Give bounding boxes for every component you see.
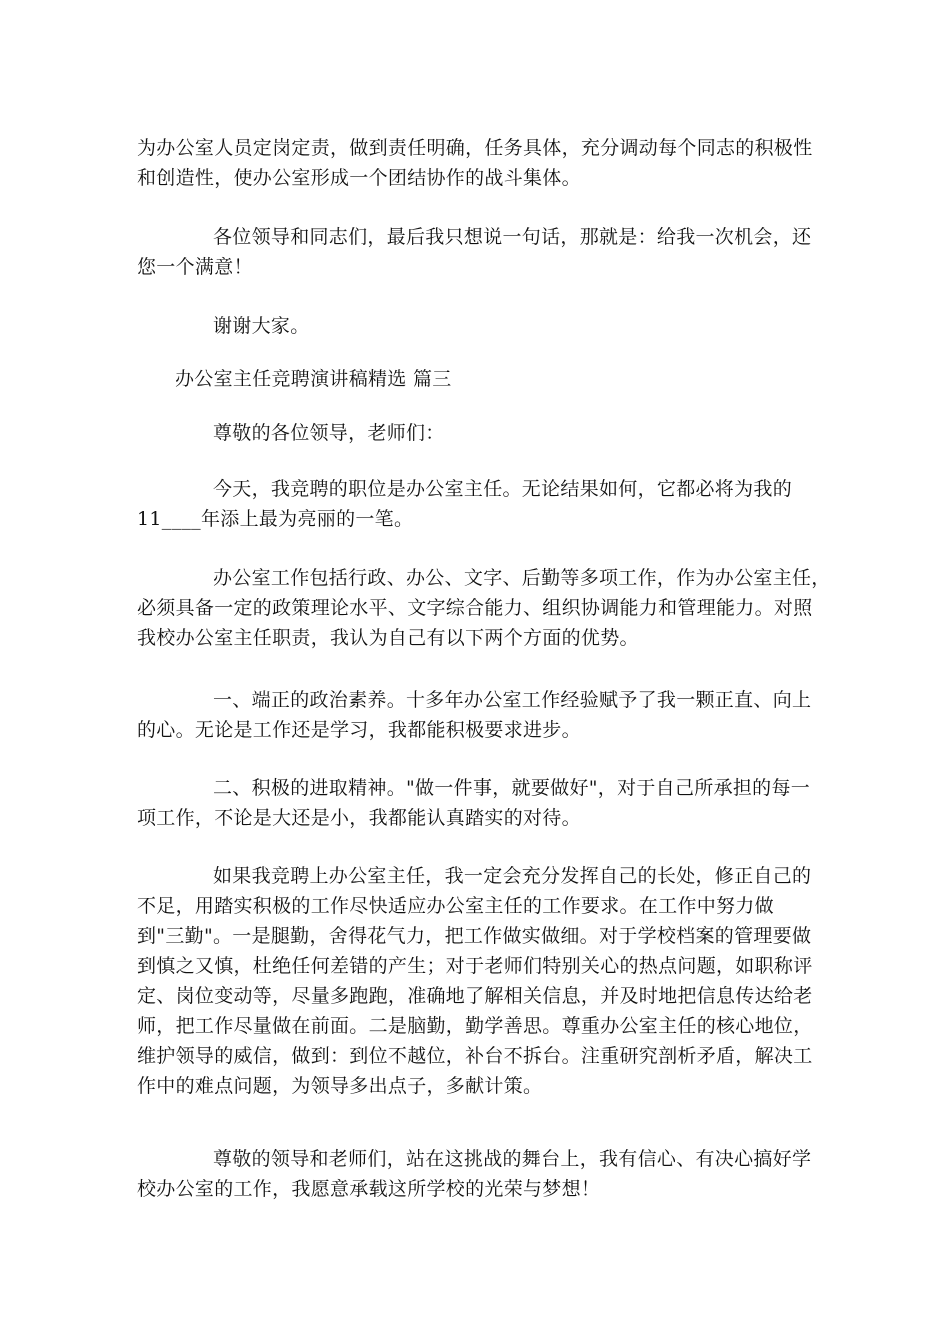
text-line: 必须具备一定的政策理论水平、文字综合能力、组织协调能力和管理能力。对照: [137, 597, 813, 619]
paragraph-conclusion: [137, 1144, 817, 1204]
paragraph-continuation: [137, 133, 817, 193]
text-line: 维护领导的威信，做到：到位不越位，补台不拆台。注重研究剖析矛盾，解决工: [137, 1045, 813, 1067]
text-line: 如果我竞聘上办公室主任，我一定会充分发挥自己的长处，修正自己的: [213, 865, 812, 887]
text-line: 谢谢大家。: [213, 315, 310, 337]
paragraph-introduction: [137, 474, 817, 534]
text-line: 11____年添上最为亮丽的一笔。: [137, 508, 414, 530]
paragraph-salutation: [137, 418, 817, 448]
section-heading: 办公室主任竞聘演讲稿精选 篇三: [175, 368, 452, 390]
text-line: 二、积极的进取精神。"做一件事，就要做好"，对于自己所承担的每一: [213, 777, 811, 799]
text-line: 作中的难点问题，为领导多出点子，多献计策。: [137, 1075, 543, 1097]
text-line: 到慎之又慎，杜绝任何差错的产生；对于老师们特别关心的热点问题，如职称评: [137, 955, 813, 977]
paragraph-strength-one: [137, 685, 817, 745]
paragraph-job-scope: [137, 563, 831, 653]
paragraph-strength-two: [137, 773, 817, 833]
text-line: 定、岗位变动等，尽量多跑跑，准确地了解相关信息，并及时地把信息传达给老: [137, 985, 813, 1007]
text-line: 尊敬的各位领导，老师们：: [213, 422, 445, 444]
text-line: 办公室工作包括行政、办公、文字、后勤等多项工作，作为办公室主任，: [213, 567, 831, 589]
text-line: 项工作，不论是大还是小，我都能认真踏实的对待。: [137, 807, 581, 829]
paragraph-plan: [137, 861, 817, 1101]
text-line: 为办公室人员定岗定责，做到责任明确，任务具体，充分调动每个同志的积极性: [137, 137, 813, 159]
paragraph-closing-remark: [137, 222, 817, 282]
text-line: 校办公室的工作，我愿意承载这所学校的光荣与梦想！: [137, 1178, 601, 1200]
text-line: 的心。无论是工作还是学习，我都能积极要求进步。: [137, 719, 581, 741]
text-line: 一、端正的政治素养。十多年办公室工作经验赋予了我一颗正直、向上: [213, 689, 812, 711]
text-line: 您一个满意！: [137, 256, 253, 278]
text-line: 师，把工作尽量做在前面。二是脑勤，勤学善思。尊重办公室主任的核心地位，: [137, 1015, 813, 1037]
paragraph-thanks: [137, 311, 817, 341]
text-line: 和创造性，使办公室形成一个团结协作的战斗集体。: [137, 167, 581, 189]
text-line: 各位领导和同志们，最后我只想说一句话，那就是：给我一次机会，还: [213, 226, 812, 248]
text-line: 今天，我竞聘的职位是办公室主任。无论结果如何，它都必将为我的: [213, 478, 793, 500]
text-line: 我校办公室主任职责，我认为自己有以下两个方面的优势。: [137, 627, 639, 649]
text-line: 不足，用踏实积极的工作尽快适应办公室主任的工作要求。在工作中努力做: [137, 895, 774, 917]
text-line: 到"三勤"。一是腿勤，舍得花气力，把工作做实做细。对于学校档案的管理要做: [137, 925, 812, 947]
text-line: 尊敬的领导和老师们，站在这挑战的舞台上，我有信心、有决心搞好学: [213, 1148, 812, 1170]
